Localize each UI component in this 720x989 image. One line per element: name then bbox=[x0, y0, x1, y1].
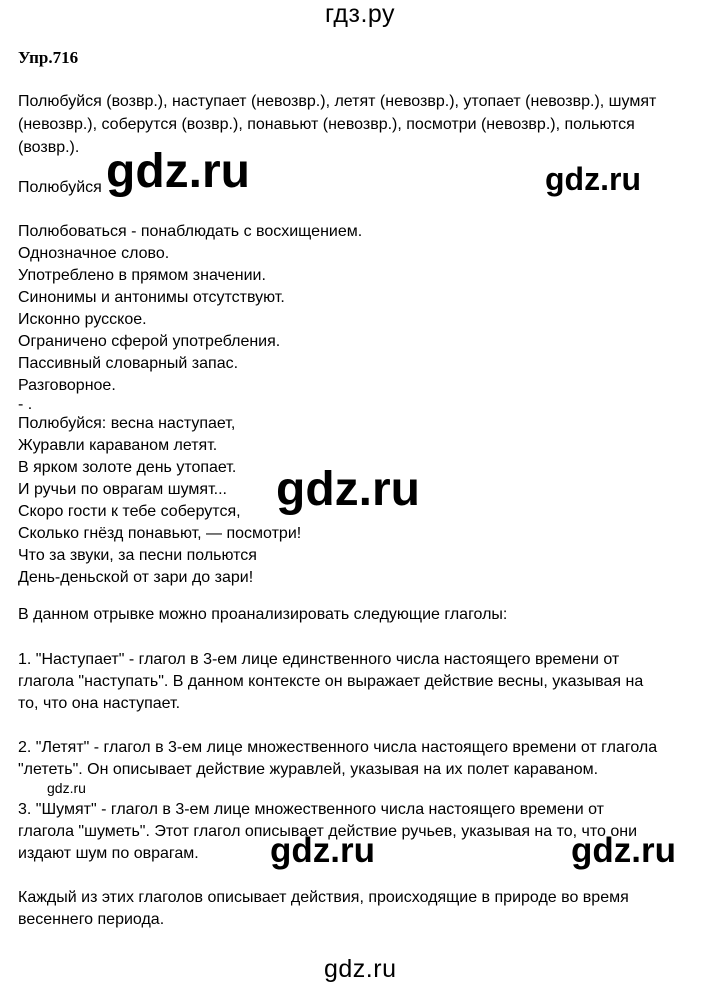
poem-line: Сколько гнёзд понавьют, — посмотри! bbox=[18, 525, 302, 542]
site-header: гдз.ру bbox=[324, 0, 396, 28]
intro-line: (невозвр.), соберутся (возвр.), понавьют (невозвр.), посмотри (невозвр.), польются bbox=[18, 116, 635, 133]
analysis-line: Разговорное. bbox=[18, 377, 116, 394]
analysis-line: Однозначное слово. bbox=[18, 245, 170, 262]
poem-line: Журавли караваном летят. bbox=[18, 437, 218, 454]
poem-line: День-деньской от зари до зари! bbox=[18, 569, 254, 586]
analysis-line: Исконно русское. bbox=[18, 311, 147, 328]
exercise-title: Упр.716 bbox=[18, 48, 79, 67]
verb-item-line: глагола "наступать". В данном контексте он выражает действие весны, указывая на bbox=[18, 673, 644, 690]
conclusion-line: Каждый из этих глаголов описывает действия, происходящие в природе во время bbox=[18, 889, 629, 906]
verb-item-line: "лететь". Он описывает действие журавлей, указывая на их полет караваном. bbox=[18, 761, 599, 778]
poem-line: Скоро гости к тебе соберутся, bbox=[18, 503, 241, 520]
watermark-small: gdz.ru bbox=[47, 780, 86, 796]
watermark: gdz.ru bbox=[270, 831, 375, 870]
poem-line: Полюбуйся: весна наступает, bbox=[18, 415, 236, 432]
analysis-line: Употреблено в прямом значении. bbox=[18, 267, 266, 284]
intro-line: (возвр.). bbox=[18, 139, 80, 156]
poem-line: В ярком золоте день утопает. bbox=[18, 459, 237, 476]
poem-line: И ручьи по оврагам шумят... bbox=[18, 481, 227, 498]
verbs-intro: В данном отрывке можно проанализировать следующие глаголы: bbox=[18, 606, 508, 623]
verb-item-line: издают шум по оврагам. bbox=[18, 845, 199, 862]
analyzed-word: Полюбуйся bbox=[18, 179, 102, 196]
verb-item-line: то, что она наступает. bbox=[18, 695, 181, 712]
analysis-line: Полюбоваться - понаблюдать с восхищением. bbox=[18, 223, 363, 240]
watermark: gdz.ru bbox=[545, 161, 641, 197]
watermark: gdz.ru bbox=[276, 463, 420, 516]
watermark: gdz.ru bbox=[571, 831, 676, 870]
conclusion-line: весеннего периода. bbox=[18, 911, 165, 928]
analysis-line: Пассивный словарный запас. bbox=[18, 355, 239, 372]
analysis-line: - . bbox=[18, 396, 33, 413]
verb-item-line: 2. "Летят" - глагол в 3-ем лице множественного числа настоящего времени от глагола bbox=[18, 739, 658, 756]
verb-item-line: глагола "шуметь". Этот глагол описывает действие ручьев, указывая на то, что они bbox=[18, 823, 638, 840]
analysis-line: Ограничено сферой употребления. bbox=[18, 333, 281, 350]
analysis-line: Синонимы и антонимы отсутствуют. bbox=[18, 289, 285, 306]
verb-item-line: 1. "Наступает" - глагол в 3-ем лице единственного числа настоящего времени от bbox=[18, 651, 620, 668]
verb-item-line: 3. "Шумят" - глагол в 3-ем лице множественного числа настоящего времени от bbox=[18, 801, 604, 818]
intro-line: Полюбуйся (возвр.), наступает (невозвр.), летят (невозвр.), утопает (невозвр.), шумят bbox=[18, 93, 657, 110]
poem-line: Что за звуки, за песни польются bbox=[18, 547, 257, 564]
watermark: gdz.ru bbox=[106, 145, 250, 198]
footer-watermark: gdz.ru bbox=[324, 955, 397, 983]
